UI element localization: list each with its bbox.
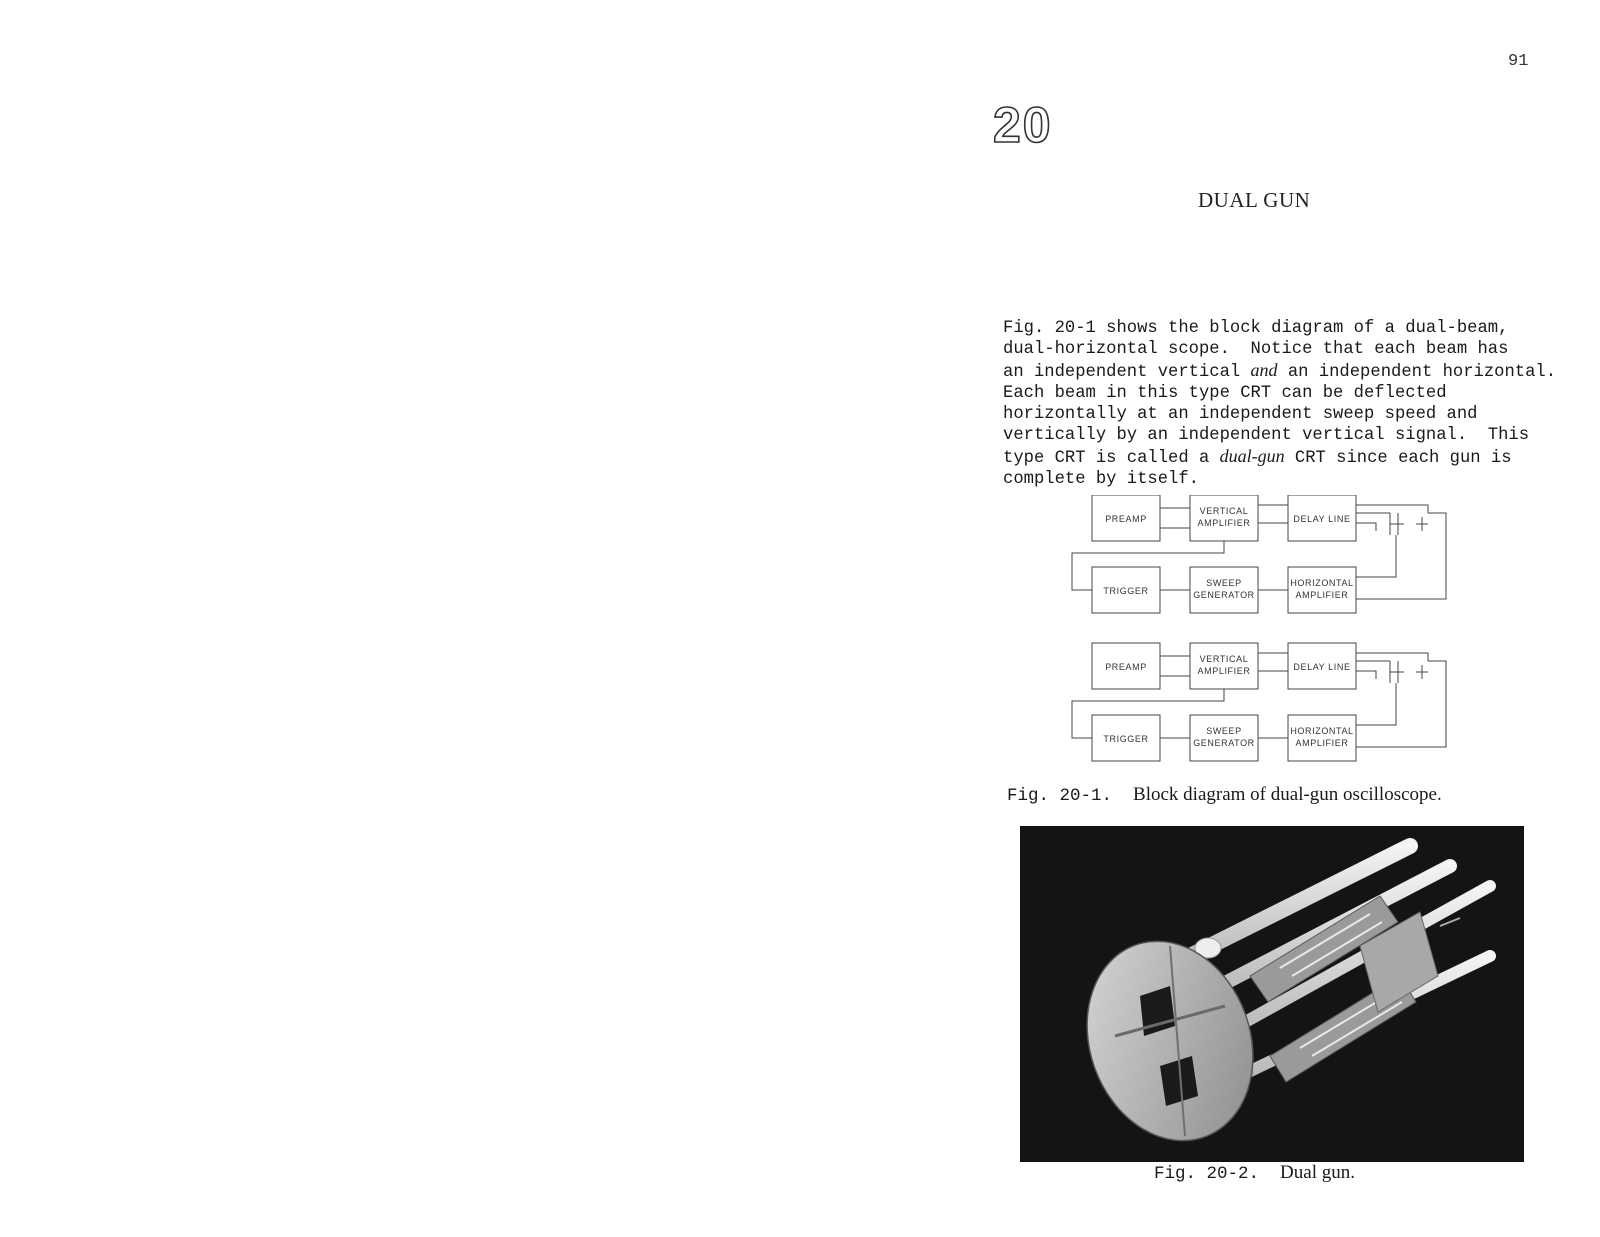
body-line: horizontally at an independent sweep speed and [1003, 405, 1478, 424]
figure-2-caption [1154, 1162, 1355, 1184]
horizontal-amplifier-label: HORIZONTAL [1290, 726, 1354, 736]
horizontal-amplifier-label: AMPLIFIER [1295, 590, 1349, 600]
body-line: vertically by an independent vertical signal. This [1003, 426, 1530, 445]
trigger-label: TRIGGER [1103, 586, 1149, 596]
emphasis: dual-gun [1219, 446, 1285, 466]
sweep-generator-label: GENERATOR [1193, 590, 1255, 600]
dual-gun-photo [1020, 826, 1524, 1162]
figure-2-label: Fig. 20-2. [1154, 1164, 1260, 1184]
body-line: dual-horizontal scope. Notice that each beam has [1003, 340, 1509, 359]
chapter-title: DUAL GUN [1198, 188, 1311, 212]
vertical-amplifier-label: VERTICAL [1199, 506, 1249, 516]
sweep-generator-label: SWEEP [1206, 578, 1242, 588]
horizontal-amplifier-label: AMPLIFIER [1295, 738, 1349, 748]
body-line: Each beam in this type CRT can be deflected [1003, 384, 1447, 403]
figure-1-label: Fig. 20-1. [1007, 786, 1113, 806]
body-line: Fig. 20-1 shows the block diagram of a dual-beam, [1003, 319, 1509, 338]
preamp-label: PREAMP [1105, 514, 1147, 524]
body-paragraph [1003, 318, 1593, 490]
delay-line-label: DELAY LINE [1293, 662, 1351, 672]
vertical-amplifier-label: VERTICAL [1199, 654, 1249, 664]
body-line: type CRT is called a dual-gun CRT since each gun is [1003, 446, 1512, 468]
delay-line-label: DELAY LINE [1293, 514, 1351, 524]
horizontal-amplifier-label: HORIZONTAL [1290, 578, 1354, 588]
block-diagram [1068, 495, 1488, 785]
figure-1-caption [1007, 784, 1442, 806]
page-number: 91 [1508, 52, 1529, 71]
body-line: complete by itself. [1003, 470, 1199, 489]
trigger-label: TRIGGER [1103, 734, 1149, 744]
emphasis: and [1250, 360, 1278, 380]
sweep-generator-label: SWEEP [1206, 726, 1242, 736]
vertical-amplifier-label: AMPLIFIER [1197, 666, 1251, 676]
figure-2-caption-text: Dual gun. [1280, 1162, 1355, 1183]
vertical-amplifier-label: AMPLIFIER [1197, 518, 1251, 528]
preamp-label: PREAMP [1105, 662, 1147, 672]
body-line: an independent vertical and an independent horizontal. [1003, 360, 1557, 382]
sweep-generator-label: GENERATOR [1193, 738, 1255, 748]
chapter-number: 20 [993, 97, 1053, 153]
figure-1-caption-text: Block diagram of dual-gun oscilloscope. [1133, 784, 1442, 805]
